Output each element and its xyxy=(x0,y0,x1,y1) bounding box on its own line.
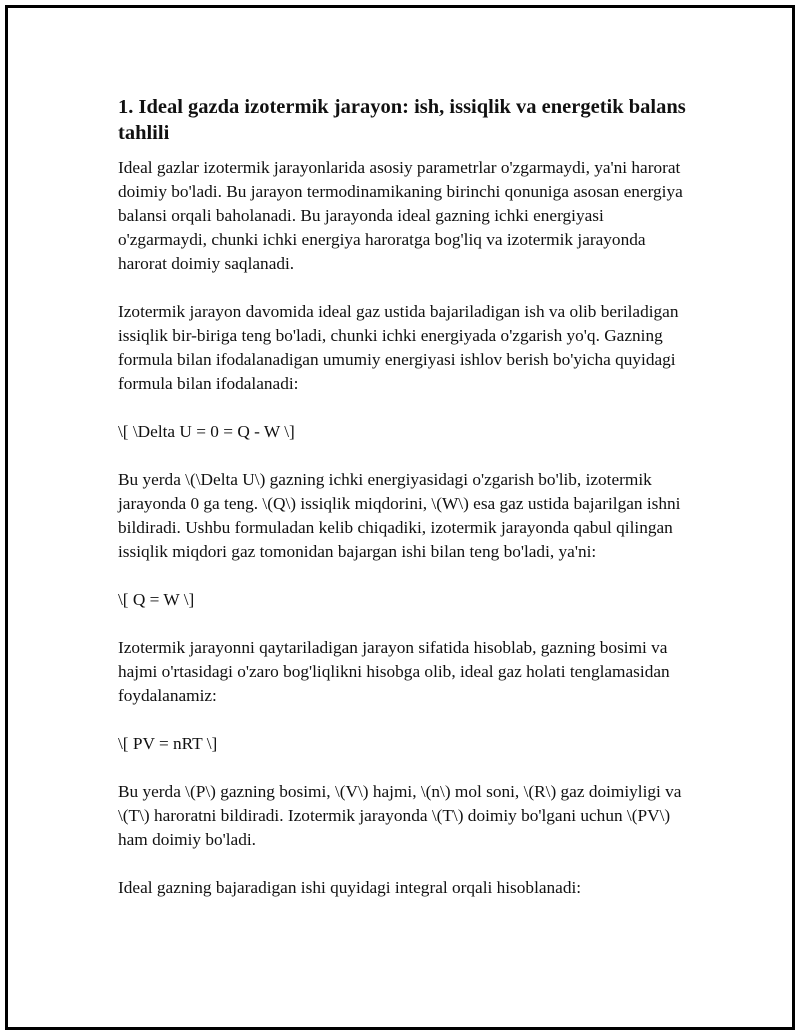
paragraph-intro: Ideal gazlar izotermik jarayonlarida asosiy parametrlar o'zgarmaydi, ya'ni harorat doimiy bo'ladi. Bu jarayon termodinamikaning birinchi qonuniga asosan energiya balansi orqali baholanadi. Bu jarayonda ideal gazning ichki energiyasi o'zgarmaydi, chunki ichki energiya haroratga bog'liq va izotermik jarayonda harorat doimiy saqlanadi. xyxy=(118,158,683,273)
formula-ideal-gas-law: \[ PV = nRT \] xyxy=(118,734,218,753)
paragraph-variables: Bu yerda \(P\) gazning bosimi, \(V\) hajmi, \(n\) mol soni, \(R\) gaz doimiyligi va \(T\) haroratni bildiradi. Izotermik jarayonda \(T\) doimiy bo'lgani uchun \(PV\) ham doimiy bo'ladi. xyxy=(118,782,682,849)
document-body xyxy=(118,94,690,924)
paragraph-work-heat: Izotermik jarayon davomida ideal gaz ustida bajariladigan ish va olib beriladigan issiqlik bir-biriga teng bo'ladi, chunki ichki energiyada o'zgarish yo'q. Gazning formula bilan ifodalanadigan umumiy energiyasi ishlov berish bo'yicha quyidagi formula bilan ifodalanadi: xyxy=(118,302,679,393)
paragraph-integral: Ideal gazning bajaradigan ishi quyidagi integral orqali hisoblanadi: xyxy=(118,878,582,897)
section-heading: 1. Ideal gazda izotermik jarayon: ish, issiqlik va energetik balans tahlili xyxy=(118,96,686,144)
paragraph-ideal-gas: Izotermik jarayonni qaytariladigan jarayon sifatida hisoblab, gazning bosimi va hajmi o'rtasidagi o'zaro bog'liqlikni hisobga olib, ideal gaz holati tenglamasidan foydalanamiz: xyxy=(118,638,670,705)
paragraph-explanation: Bu yerda \(\Delta U\) gazning ichki energiyasidagi o'zgarish bo'lib, izotermik jarayonda 0 ga teng. \(Q\) issiqlik miqdorini, \(W\) esa gaz ustida bajarilgan ishni bildiradi. Ushbu formuladan kelib chiqadiki, izotermik jarayonda qabul qilingan issiqlik miqdori gaz tomonidan bajargan ishi bilan teng bo'ladi, ya'ni: xyxy=(118,470,681,561)
formula-first-law: \[ \Delta U = 0 = Q - W \] xyxy=(118,422,295,441)
formula-q-equals-w: \[ Q = W \] xyxy=(118,590,195,609)
